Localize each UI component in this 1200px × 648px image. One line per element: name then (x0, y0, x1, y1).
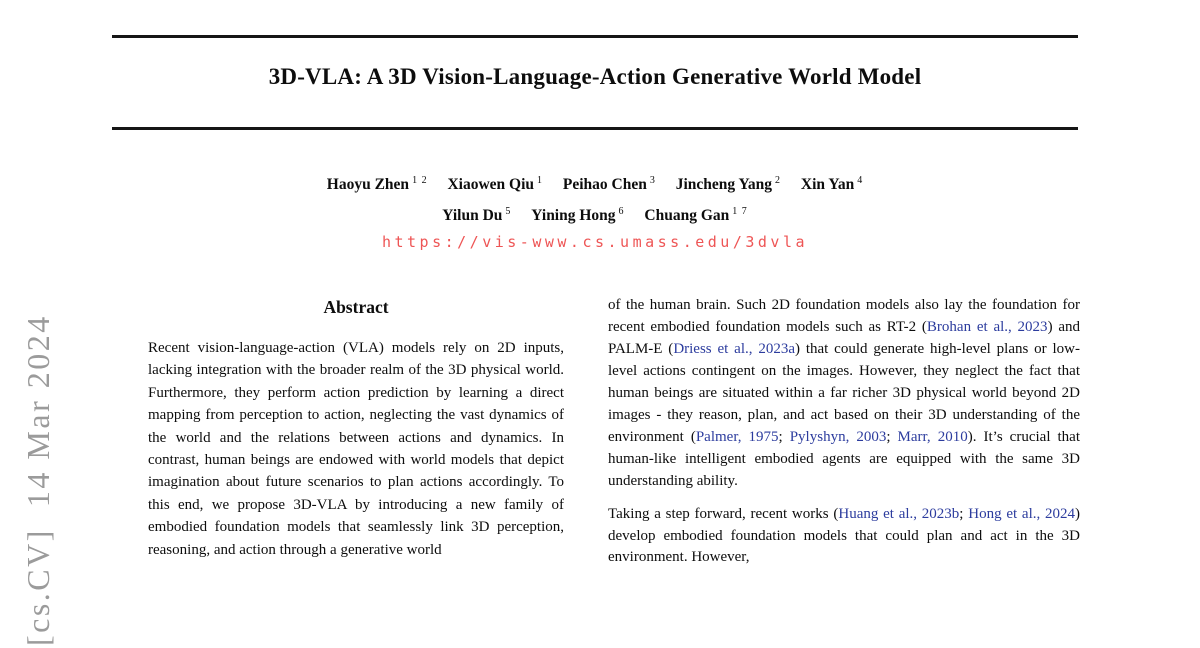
body-paragraph (608, 504, 1080, 570)
author (531, 207, 624, 224)
body-text: of the human brain. Such 2D foundation models also lay the foundation for recent embodied foundation models such as RT-2 ( (608, 297, 1080, 335)
author-name: Jincheng Yang (675, 176, 773, 194)
author-affiliation-superscript: 2 (775, 175, 782, 186)
abstract-heading: Abstract (323, 297, 389, 317)
author-affiliation-superscript: 4 (857, 175, 864, 186)
author (644, 207, 747, 224)
citation-link[interactable]: Pylyshyn, 2003 (789, 428, 887, 445)
citation-link[interactable]: Huang et al., 2023b (838, 505, 960, 522)
left-column (148, 297, 564, 561)
author (676, 176, 781, 193)
body-text: ) that could generate high-level plans or low-level actions contingent on the images. However, they neglect the fact that human beings are situated within a far richer 3D physical world beyond 2D images - they reason, plan, and act based on their 3D understanding of the environment ( (608, 340, 1081, 445)
body-text: ; (886, 428, 898, 445)
author (442, 207, 511, 224)
author-affiliation-superscript: 1 7 (732, 206, 748, 218)
citation-link[interactable]: Driess et al., 2023a (673, 340, 795, 357)
author-name: Xiaowen Qiu (447, 176, 534, 194)
author-name: Chuang Gan (644, 207, 730, 225)
title-rule-top (112, 35, 1078, 38)
project-url-link[interactable]: https://vis-www.cs.umass.edu/3dvla (381, 233, 809, 251)
author-affiliation-superscript: 3 (649, 175, 656, 186)
author-affiliation-superscript: 6 (618, 206, 625, 218)
author-line-2 (112, 198, 1078, 229)
author-affiliation-superscript: 1 2 (412, 175, 428, 186)
author-line-1 (112, 167, 1078, 198)
author-name: Peihao Chen (562, 176, 647, 194)
right-column (608, 295, 1080, 580)
body-text: ). It’s crucial that human-like intelligent embodied agents are equipped with the same 3D understanding ability. (608, 428, 1081, 489)
citation-link[interactable]: Marr, 2010 (897, 428, 968, 445)
body-text: ) develop embodied foundation models that could plan and act in the 3D environment. However, (608, 505, 1081, 566)
title-rule-bottom (112, 127, 1078, 130)
body-text: Taking a step forward, recent works ( (608, 505, 839, 522)
arxiv-category-date-stamp: [cs.CV] 14 Mar 2024 (20, 314, 56, 646)
author-name: Haoyu Zhen (326, 176, 410, 194)
body-paragraph (608, 295, 1080, 493)
author (801, 176, 863, 193)
body-text: ; (778, 428, 790, 445)
author-name: Yilun Du (442, 207, 503, 225)
author-list (112, 167, 1078, 229)
author-affiliation-superscript: 5 (505, 206, 512, 218)
author (447, 176, 543, 193)
citation-link[interactable]: Brohan et al., 2023 (926, 318, 1048, 335)
citation-link[interactable]: Palmer, 1975 (695, 428, 779, 445)
body-text: ) and PALM-E ( (608, 318, 1080, 357)
author-name: Xin Yan (800, 176, 855, 194)
abstract-paragraph: Recent vision-language-action (VLA) models rely on 2D inputs, lacking integration with the broader realm of the 3D physical world. Furthermore, they perform action prediction by learning a direct mapping from perception to action, neglecting the vast dynamics of the world and the relations between actions and dynamics. In contrast, human beings are endowed with world models that depict imagination about future scenarios to plan actions accordingly. To this end, we propose 3D-VLA by introducing a new family of embodied foundation models that seamlessly link 3D perception, reasoning, and action through a generative world (148, 340, 564, 558)
author-affiliation-superscript: 1 (537, 175, 543, 186)
body-text: ; (959, 505, 969, 522)
author-name: Yining Hong (531, 207, 616, 225)
author (563, 176, 656, 193)
citation-link[interactable]: Hong et al., 2024 (968, 505, 1076, 522)
paper-title: 3D-VLA: A 3D Vision-Language-Action Generative World Model (268, 64, 922, 89)
author (327, 176, 428, 193)
